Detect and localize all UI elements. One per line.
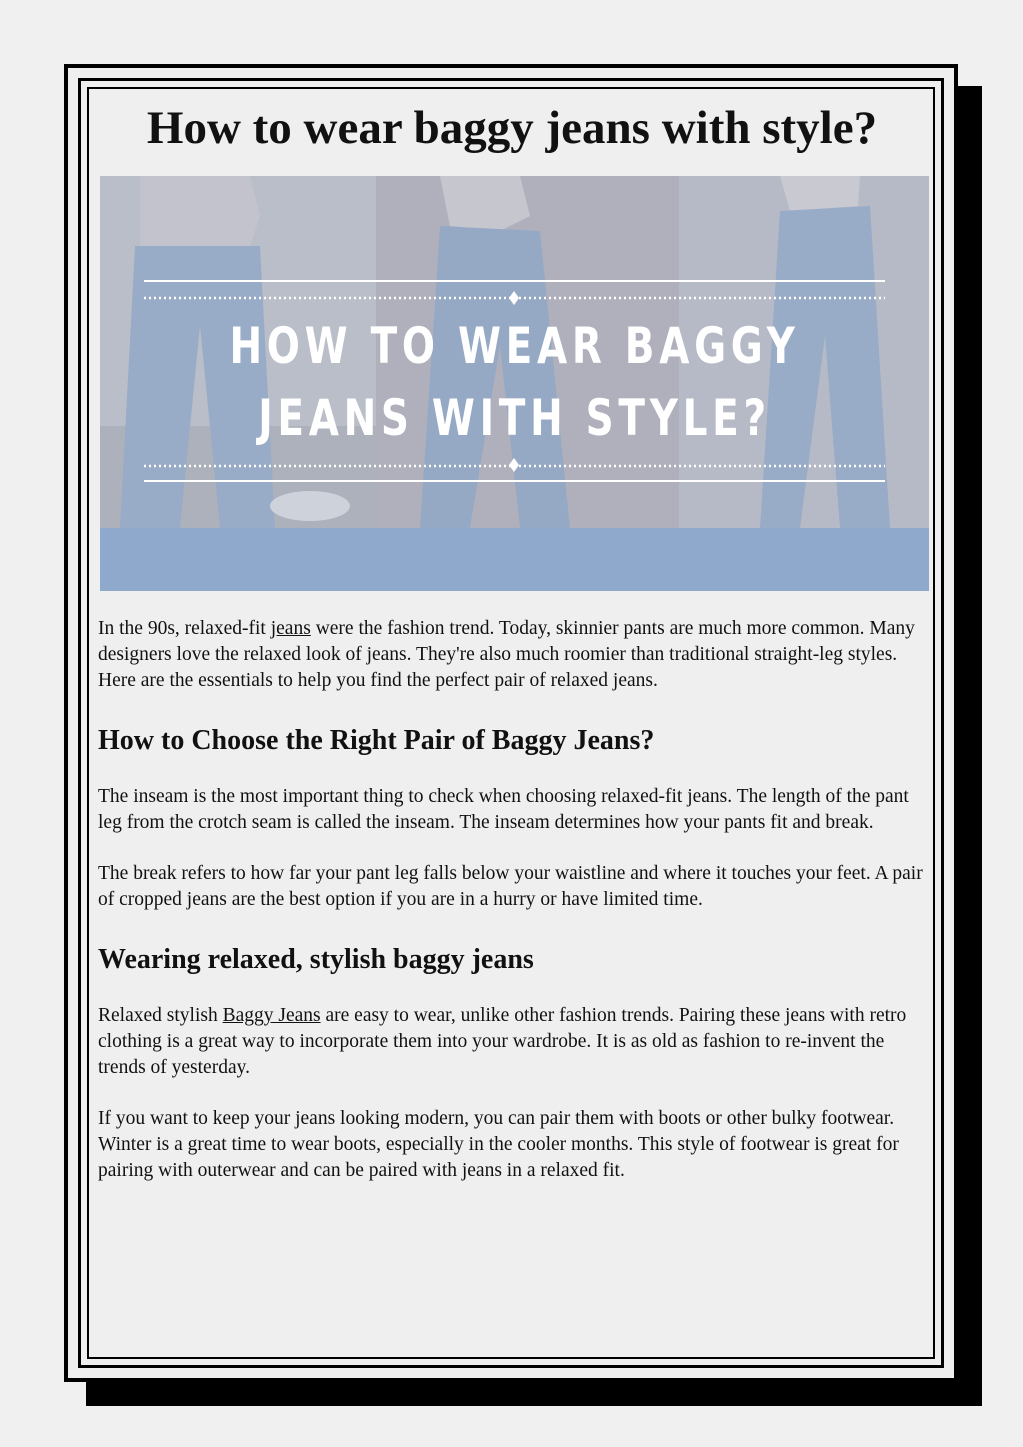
intro-text-start: In the 90s, relaxed-fit — [98, 618, 271, 639]
retro-text-end: are easy to wear, unlike other fashion trends. Pairing these jeans with retro clothing is a great way to incorporate them into your wardrobe. It is as old as fashion to re-invent the trends of yesterday. — [98, 1005, 907, 1078]
inseam-paragraph: The inseam is the most important thing to check when choosing relaxed-fit jeans. The length of the pant leg from the crotch seam is called the inseam. The inseam determines how your pants fit and break. — [98, 786, 909, 833]
article-body — [98, 616, 928, 1209]
hero-illustration — [100, 176, 929, 591]
section-heading-wearing: Wearing relaxed, stylish baggy jeans — [98, 944, 534, 975]
boots-paragraph: If you want to keep your jeans looking modern, you can pair them with boots or other bulky footwear. Winter is a great time to wear boots, especially in the cooler months. This style of footwear is great for pairing with outerwear and can be paired with jeans in a relaxed fit. — [98, 1108, 899, 1181]
hero-heading-line-2: JEANS WITH STYLE? — [258, 389, 771, 447]
jeans-link[interactable]: jeans — [270, 618, 311, 639]
page-title: How to wear baggy jeans with style? — [146, 102, 878, 154]
section-heading-choose: How to Choose the Right Pair of Baggy Jeans? — [98, 725, 655, 756]
intro-paragraph — [98, 616, 928, 694]
retro-paragraph — [98, 1003, 928, 1081]
break-paragraph: The break refers to how far your pant leg falls below your waistline and where it touches your feet. A pair of cropped jeans are the best option if you are in a hurry or have limited time. — [98, 863, 923, 910]
intro-text-end: were the fashion trend. Today, skinnier pants are much more common. Many designers love the relaxed look of jeans. They're also much roomier than traditional straight-leg styles. Here are the essentials to help you find the perfect pair of relaxed jeans. — [98, 618, 915, 691]
hero-image — [100, 176, 929, 591]
baggy-jeans-link[interactable]: Baggy Jeans — [222, 1005, 321, 1026]
hero-heading-line-1: HOW TO WEAR BAGGY — [229, 317, 800, 375]
retro-text-start: Relaxed stylish — [98, 1005, 223, 1026]
